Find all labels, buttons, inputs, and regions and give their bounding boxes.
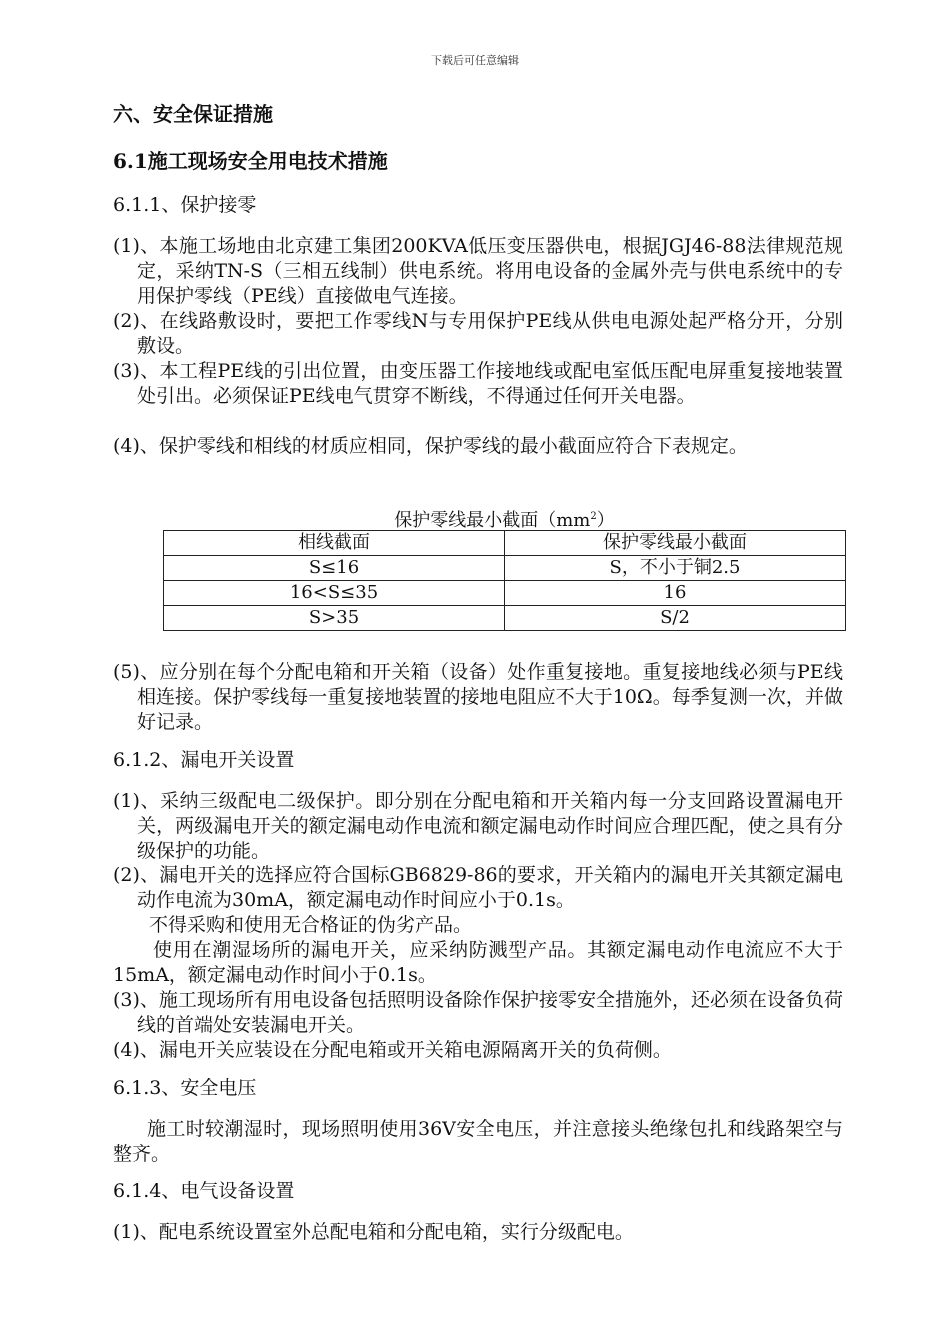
chapter-title: 六、安全保证措施 bbox=[113, 102, 273, 126]
paragraph-612-4 bbox=[113, 1038, 843, 1063]
paragraph-text: 施工时较潮湿时，现场照明使用36V安全电压，并注意接头绝缘包扎和线路架空与整齐。 bbox=[113, 1118, 843, 1165]
paragraph-612-1 bbox=[113, 789, 843, 864]
caption-text: 保护零线最小截面（mm bbox=[394, 510, 591, 531]
paragraph-text: (1)、采纳三级配电二级保护。即分别在分配电箱和开关箱内每一分支回路设置漏电开关，两级漏电开关的额定漏电动作电流和额定漏电动作时间应合理匹配，使之具有分级保护的功能。 bbox=[113, 790, 843, 862]
table-caption bbox=[163, 506, 846, 532]
paragraph-text: (5)、应分别在每个分配电箱和开关箱（设备）处作重复接地。重复接地线必须与PE线相连接。保护零线每一重复接地装置的接地电阻应不大于10Ω。每季复测一次，并做好记录。 bbox=[113, 661, 843, 733]
section-title: 6.1施工现场安全用电技术措施 bbox=[113, 149, 388, 173]
paragraph-text: (1)、本施工场地由北京建工集团200KVA低压变压器供电，根据JGJ46-88法律规范规定，采纳TN-S（三相五线制）供电系统。将用电设备的金属外壳与供电系统中的专用保护零线（PE线）直接做电气连接。 bbox=[113, 235, 843, 307]
table-cell: 16 bbox=[505, 581, 846, 606]
table-cell: S>35 bbox=[164, 606, 505, 631]
table-cell: S，不小于铜2.5 bbox=[505, 556, 846, 581]
paragraph-614-1 bbox=[113, 1220, 843, 1245]
subsection-heading-614: 6.1.4、电气设备设置 bbox=[113, 1180, 295, 1202]
table-cell: S≤16 bbox=[164, 556, 505, 581]
paragraph-611-1 bbox=[113, 234, 843, 309]
paragraph-text: (4)、保护零线和相线的材质应相同，保护零线的最小截面应符合下表规定。 bbox=[113, 435, 748, 457]
paragraph-text: 使用在潮湿场所的漏电开关，应采纳防溅型产品。其额定漏电动作电流应不大于15mA，额定漏电动作时间小于0.1s。 bbox=[113, 939, 843, 986]
paragraph-text: 不得采购和使用无合格证的伪劣产品。 bbox=[149, 914, 473, 936]
paragraph-612-2 bbox=[113, 863, 843, 988]
paragraph-text: (3)、本工程PE线的引出位置，由变压器工作接地线或配电室低压配电屏重复接地装置处引出。必须保证PE线电气贯穿不断线，不得通过任何开关电器。 bbox=[113, 360, 843, 407]
paragraph-text: (1)、配电系统设置室外总配电箱和分配电箱，实行分级配电。 bbox=[113, 1221, 634, 1243]
paragraph-611-5 bbox=[113, 660, 843, 735]
paragraph-611-2 bbox=[113, 309, 843, 359]
paragraph-613-1 bbox=[113, 1117, 843, 1167]
subsection-heading-612: 6.1.2、漏电开关设置 bbox=[113, 749, 295, 771]
table-header-cell: 相线截面 bbox=[164, 531, 505, 556]
caption-text-end: ） bbox=[596, 510, 615, 531]
paragraph-text: (3)、施工现场所有用电设备包括照明设备除作保护接零安全措施外，还必须在设备负荷线的首端处安装漏电开关。 bbox=[113, 989, 843, 1036]
paragraph-611-3 bbox=[113, 359, 843, 409]
subsection-heading-613: 6.1.3、安全电压 bbox=[113, 1077, 257, 1099]
table-header-row bbox=[164, 531, 846, 556]
paragraph-text: (4)、漏电开关应装设在分配电箱或开关箱电源隔离开关的负荷侧。 bbox=[113, 1039, 672, 1061]
page-header: 下载后可任意编辑 bbox=[431, 54, 519, 67]
pe-section-table bbox=[163, 530, 846, 631]
paragraph-text: (2)、漏电开关的选择应符合国标GB6829-86的要求，开关箱内的漏电开关其额定漏电动作电流为30mA，额定漏电动作时间应小于0.1s。 bbox=[113, 864, 843, 911]
paragraph-text: (2)、在线路敷设时，要把工作零线N与专用保护PE线从供电电源处起严格分开，分别敷设。 bbox=[113, 310, 843, 357]
table-cell: 16<S≤35 bbox=[164, 581, 505, 606]
subsection-heading-611: 6.1.1、保护接零 bbox=[113, 194, 257, 216]
table-cell: S/2 bbox=[505, 606, 846, 631]
table-row bbox=[164, 581, 846, 606]
paragraph-612-3 bbox=[113, 988, 843, 1038]
caption-superscript: 2 bbox=[590, 511, 597, 522]
table-header-cell: 保护零线最小截面 bbox=[505, 531, 846, 556]
paragraph-611-4 bbox=[113, 434, 843, 459]
table-row bbox=[164, 606, 846, 631]
table-row bbox=[164, 556, 846, 581]
